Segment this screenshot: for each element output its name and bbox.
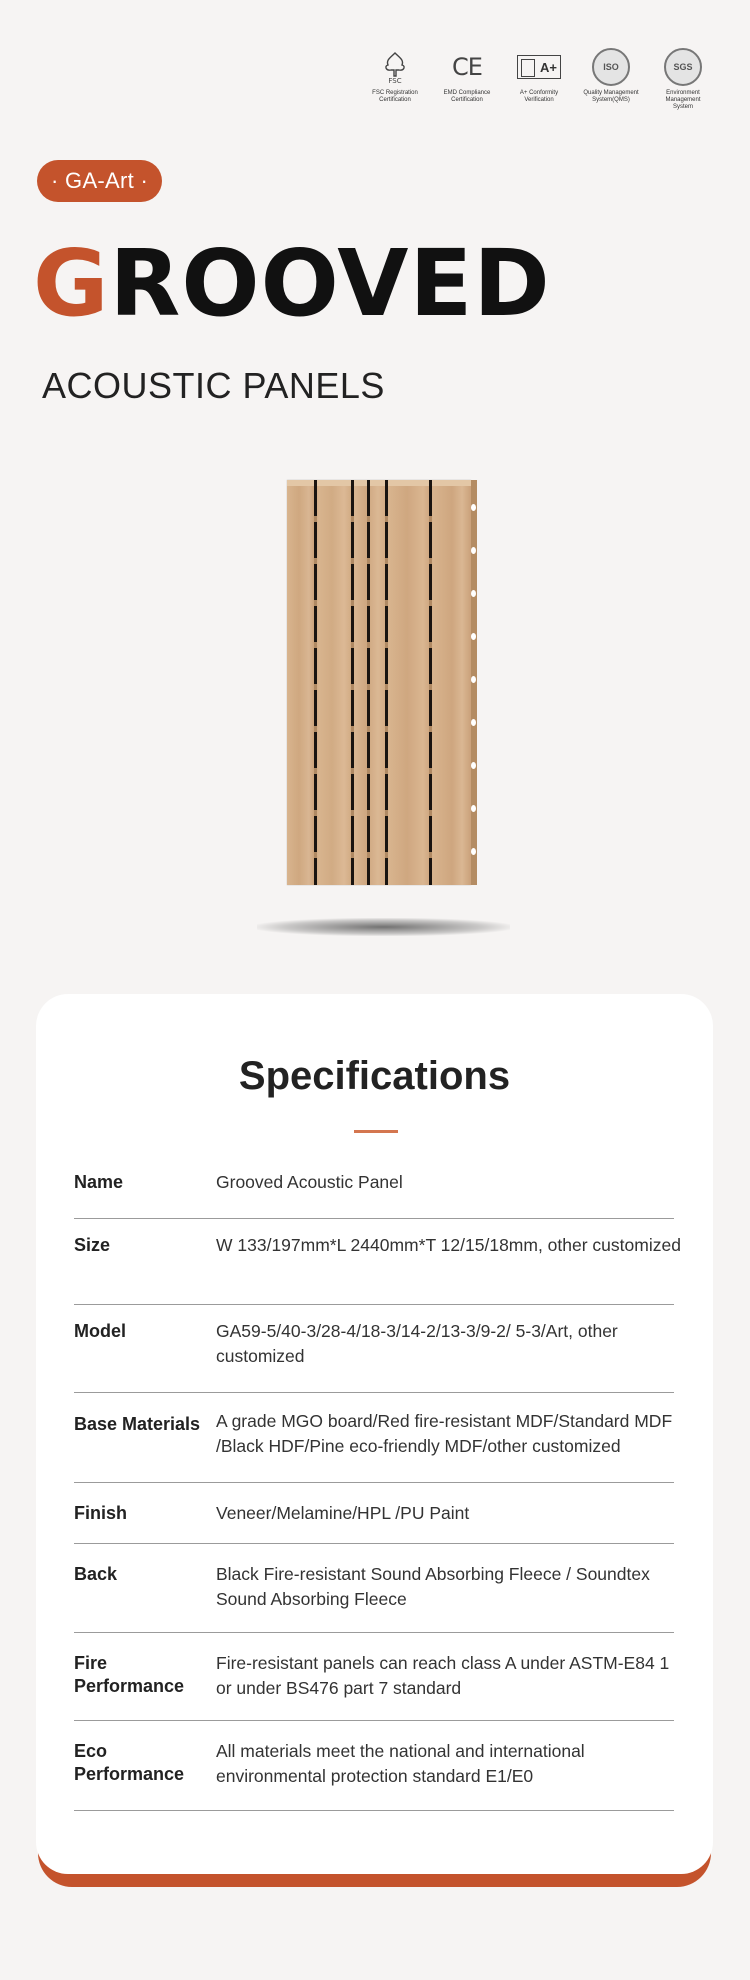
table-row — [74, 1544, 674, 1633]
cert-iso-14001 — [652, 50, 714, 111]
spec-label: Finish — [74, 1503, 127, 1523]
panel-edge-hole — [471, 504, 476, 511]
cert-fsc — [364, 50, 426, 111]
spec-label: Base Materials — [74, 1414, 201, 1434]
cert-label: Environment Management System — [665, 90, 701, 110]
spec-label: Fire Performance — [74, 1653, 185, 1696]
panel-groove — [351, 480, 354, 885]
spec-value: W 133/197mm*L 2440mm*T 12/15/18mm, other customized — [216, 1235, 681, 1255]
cert-label: FSC Registration Certification — [372, 90, 418, 103]
table-row — [74, 1393, 674, 1483]
spec-value: GA59-5/40-3/28-4/18-3/14-2/13-3/9-2/ 5-3/Art, other customized — [216, 1321, 618, 1366]
table-row — [74, 1721, 674, 1811]
cert-label: Quality Management System(QMS) — [583, 90, 639, 103]
table-row — [74, 1483, 674, 1544]
title-initial: G — [33, 230, 110, 337]
cert-iso-9001 — [580, 50, 642, 111]
panel-groove — [385, 480, 388, 885]
cert-label: EMD Compliance Certification — [443, 90, 491, 103]
cert-label: A+ Conformity Verification — [519, 90, 559, 103]
table-row — [74, 1219, 681, 1305]
specifications-table — [74, 1161, 681, 1811]
cert-a-plus — [508, 50, 570, 111]
cert-ce — [436, 50, 498, 111]
panel-edge-hole — [471, 676, 476, 683]
page-subtitle: ACOUSTIC PANELS — [42, 365, 385, 406]
spec-label: Size — [74, 1235, 111, 1255]
spec-value: Grooved Acoustic Panel — [216, 1172, 403, 1192]
spec-value: Fire-resistant panels can reach class A under ASTM-E84 1 or under BS476 part 7 standard — [216, 1653, 670, 1698]
spec-value: All materials meet the national and international environmental protection standard E1/E0 — [216, 1741, 585, 1786]
spec-label: Eco Performance — [74, 1741, 185, 1784]
panel-edge-hole — [471, 719, 476, 726]
fsc-tree-icon — [380, 50, 410, 84]
svg-text:FSC: FSC — [388, 77, 402, 84]
table-row — [74, 1305, 674, 1393]
grooved-panel-image — [287, 480, 477, 885]
certification-row — [364, 50, 714, 111]
ce-mark-icon: CE — [452, 53, 482, 81]
spec-value: Veneer/Melamine/HPL /PU Paint — [216, 1503, 470, 1523]
panel-edge-hole — [471, 590, 476, 597]
panel-groove — [314, 480, 317, 885]
spec-value: A grade MGO board/Red fire-resistant MDF/Standard MDF /Black HDF/Pine eco-friendly MDF/other customized — [216, 1411, 673, 1456]
panel-edge-hole — [471, 762, 476, 769]
panel-edge-hole — [471, 547, 476, 554]
panel-edge-hole — [471, 848, 476, 855]
spec-label: Back — [74, 1564, 118, 1584]
page-title — [33, 230, 551, 337]
spec-label: Name — [74, 1172, 124, 1192]
iso-9001-icon: ISO — [592, 50, 630, 84]
panel-edge-hole — [471, 805, 476, 812]
spec-value: Black Fire-resistant Sound Absorbing Fleece / Soundtex Sound Absorbing Fleece — [216, 1564, 650, 1609]
a-plus-energy-icon: A+ — [517, 50, 561, 84]
specifications-card — [36, 994, 713, 1874]
specifications-title: Specifications — [238, 1054, 511, 1098]
panel-groove — [429, 480, 432, 885]
iso-14001-icon: SGS — [664, 50, 702, 84]
panel-edge-hole — [471, 633, 476, 640]
title-underline — [354, 1130, 398, 1133]
title-rest: ROOVED — [109, 230, 551, 337]
panel-groove — [367, 480, 370, 885]
brand-tag: · GA-Art · — [37, 160, 162, 202]
table-row — [74, 1633, 674, 1721]
table-row — [74, 1161, 674, 1219]
panel-shadow — [257, 918, 510, 936]
spec-label: Model — [74, 1321, 126, 1341]
